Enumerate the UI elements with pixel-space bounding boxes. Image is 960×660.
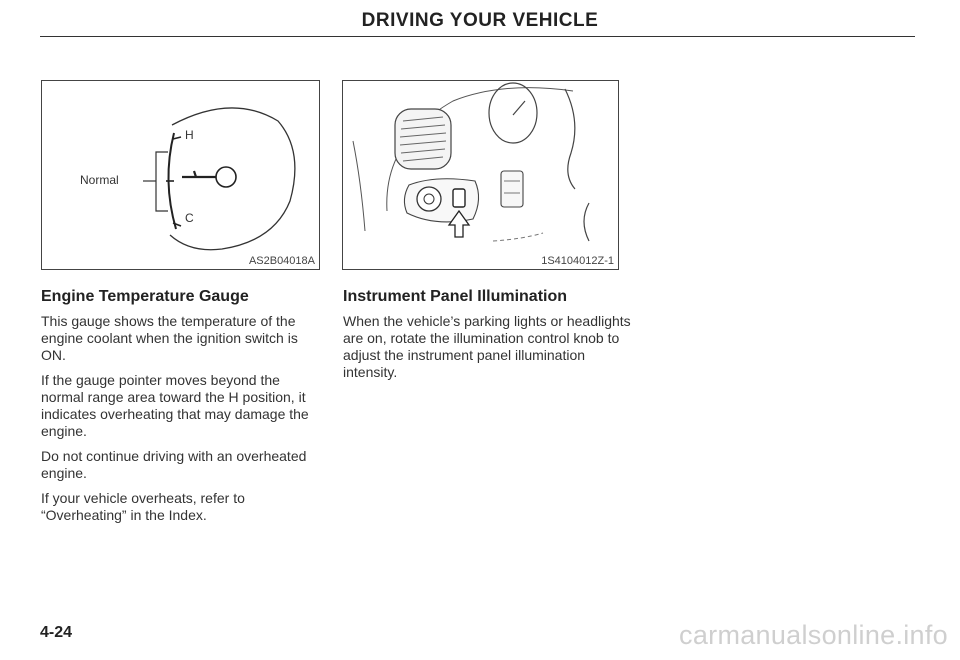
dash-edge xyxy=(353,141,365,231)
h-label: H xyxy=(185,128,194,142)
instrument-panel-figure xyxy=(342,80,619,270)
section-body xyxy=(343,313,633,389)
page-header: DRIVING YOUR VEHICLE xyxy=(361,10,599,31)
cluster-needle xyxy=(513,101,525,115)
instrument-panel-illustration xyxy=(343,81,619,270)
normal-label: Normal xyxy=(80,173,119,187)
switch-panel xyxy=(501,171,523,207)
watermark: carmanualsonline.info xyxy=(679,620,948,650)
section-heading: Engine Temperature Gauge xyxy=(41,288,249,305)
tick-h xyxy=(173,137,181,139)
steering-wheel-upper xyxy=(565,89,575,189)
page-number: 4-24 xyxy=(40,624,73,641)
illumination-control-knob xyxy=(453,189,465,207)
headlight-knob xyxy=(417,187,441,211)
paragraph: This gauge shows the temperature of the engine coolant when the ignition switch is ON. xyxy=(41,313,298,363)
figure-code: AS2B04018A xyxy=(248,255,315,267)
steering-wheel-lower xyxy=(584,203,589,241)
air-vent xyxy=(395,109,451,169)
paragraph: When the vehicle’s parking lights or headlights are on, rotate the illumination control knob to adjust the instrument panel illumination intensity. xyxy=(343,313,631,380)
section-heading: Instrument Panel Illumination xyxy=(343,288,568,305)
paragraph: If your vehicle overheats, refer to “Overheating” in the Index. xyxy=(41,490,245,523)
c-label: C xyxy=(185,211,194,225)
paragraph: If the gauge pointer moves beyond the normal range area toward the H position, it indicates overheating that may damage the engine. xyxy=(41,372,309,439)
pointer-hub xyxy=(216,167,236,187)
header-rule xyxy=(40,36,915,37)
cluster-gauge xyxy=(489,83,537,143)
paragraph: Do not continue driving with an overheated engine. xyxy=(41,448,307,481)
section-body xyxy=(41,313,326,532)
dashed-outline xyxy=(493,233,543,241)
temperature-gauge-figure xyxy=(41,80,320,270)
figure-code: 1S4104012Z-1 xyxy=(541,255,614,267)
